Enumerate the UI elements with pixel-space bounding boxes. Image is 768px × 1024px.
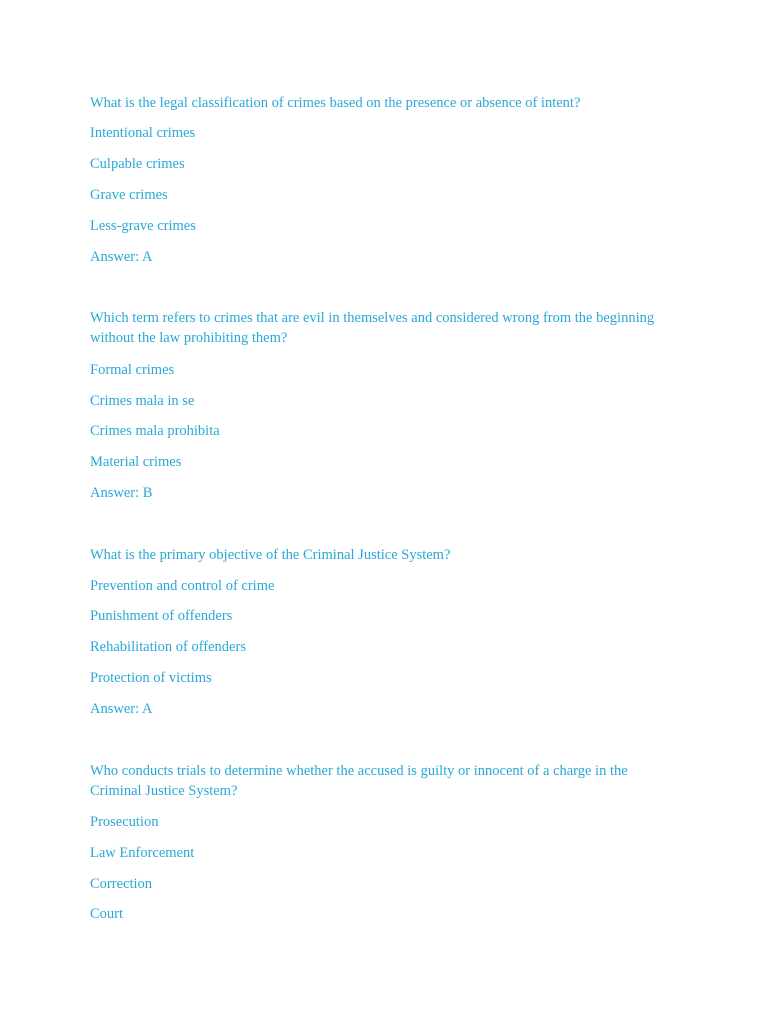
option-b: Law Enforcement xyxy=(90,845,195,861)
option-c: Grave crimes xyxy=(90,187,168,203)
question-text: What is the legal classification of crimes based on the presence or absence of intent? xyxy=(90,95,581,111)
question-text: What is the primary objective of the Criminal Justice System? xyxy=(90,547,451,563)
question-text-line-1: Who conducts trials to determine whether the accused is guilty or innocent of a charge in the xyxy=(90,763,628,779)
option-c: Rehabilitation of offenders xyxy=(90,639,246,655)
option-d: Protection of victims xyxy=(90,670,212,686)
question-text-line-2: Criminal Justice System? xyxy=(90,783,238,799)
question-text-line-2: without the law prohibiting them? xyxy=(90,330,288,346)
option-d: Less-grave crimes xyxy=(90,218,196,234)
option-d: Material crimes xyxy=(90,454,182,470)
option-b: Punishment of offenders xyxy=(90,608,233,624)
question-block-2 xyxy=(90,308,690,348)
option-d: Court xyxy=(90,906,124,922)
question-block-1 xyxy=(90,93,690,113)
option-a: Prevention and control of crime xyxy=(90,578,275,594)
question-block-4 xyxy=(90,761,690,801)
option-a: Formal crimes xyxy=(90,362,175,378)
answer-text: Answer: B xyxy=(90,485,153,501)
answer-text: Answer: A xyxy=(90,701,153,717)
question-text-line-1: Which term refers to crimes that are evil in themselves and considered wrong from the beginning xyxy=(90,310,655,326)
question-block-3 xyxy=(90,545,690,565)
option-a: Intentional crimes xyxy=(90,125,196,141)
option-b: Culpable crimes xyxy=(90,156,185,172)
answer-text: Answer: A xyxy=(90,249,153,265)
option-c: Correction xyxy=(90,876,153,892)
option-c: Crimes mala prohibita xyxy=(90,423,220,439)
option-b: Crimes mala in se xyxy=(90,393,195,409)
option-a: Prosecution xyxy=(90,814,159,830)
